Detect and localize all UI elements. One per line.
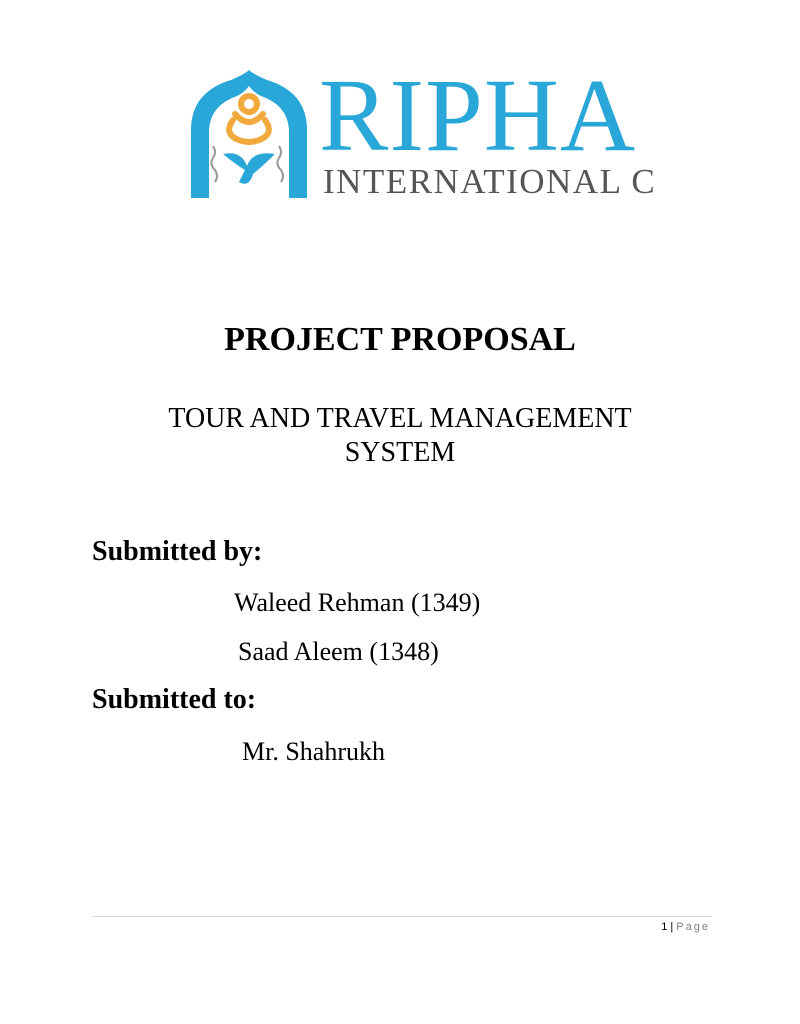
supervisor-name: Mr. Shahrukh xyxy=(242,737,385,766)
project-subtitle: TOUR AND TRAVEL MANAGEMENT SYSTEM xyxy=(168,403,632,468)
submitted-by-label: Submitted by: xyxy=(92,536,263,567)
document-title: PROJECT PROPOSAL xyxy=(224,321,576,358)
footer-divider xyxy=(92,916,712,917)
page-label: Page xyxy=(676,921,710,933)
logo-wordmark: RIPHA xyxy=(319,58,637,173)
submitted-to-label: Submitted to: xyxy=(92,684,257,715)
submitter-name: Waleed Rehman (1349) xyxy=(234,588,481,617)
crest-icon xyxy=(183,70,323,200)
submitter-name: Saad Aleem (1348) xyxy=(238,637,439,666)
footer-separator: | xyxy=(670,921,674,933)
page-number: 1 xyxy=(661,921,668,933)
university-logo xyxy=(183,58,657,201)
logo-subtitle: INTERNATIONAL C xyxy=(323,162,657,201)
page-footer xyxy=(661,920,710,934)
